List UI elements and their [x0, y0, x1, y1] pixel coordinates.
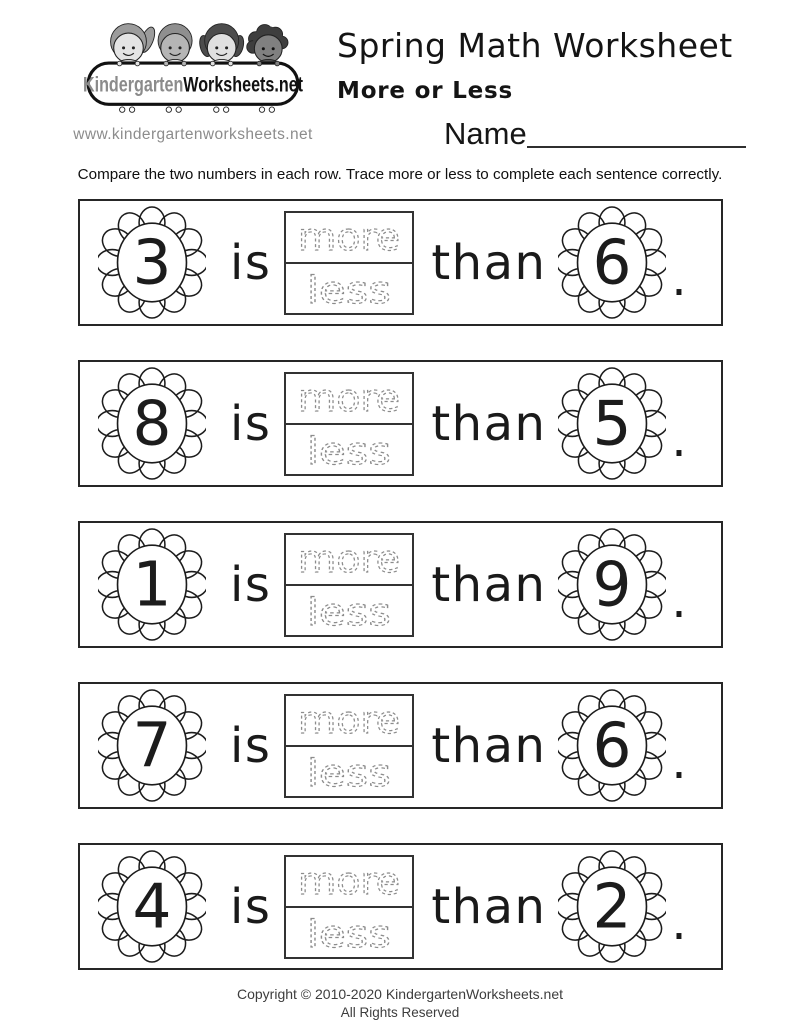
left-number: 7 — [132, 710, 172, 782]
site-logo — [68, 12, 318, 144]
right-number: 6 — [592, 710, 632, 782]
trace-less-option[interactable] — [286, 262, 412, 313]
svg-text:more: more — [298, 377, 401, 420]
sentence-period: . — [671, 733, 687, 790]
right-number: 2 — [592, 871, 632, 943]
than-word: than — [431, 717, 547, 774]
exercise-row — [78, 199, 723, 326]
trace-more-option[interactable] — [286, 374, 412, 423]
svg-text:less: less — [307, 591, 392, 633]
exercise-row — [78, 843, 723, 970]
copyright-text: Copyright © 2010-2020 KindergartenWorksheets.net — [236, 986, 564, 1002]
svg-text:less: less — [307, 269, 392, 311]
flower-icon — [98, 528, 206, 641]
exercise-row — [78, 521, 723, 648]
flower-icon — [98, 367, 206, 480]
trace-box — [284, 855, 414, 959]
exercise-row — [78, 360, 723, 487]
sentence-period: . — [671, 572, 687, 629]
right-number: 5 — [592, 388, 632, 460]
trace-less-option[interactable] — [286, 423, 412, 474]
trace-less-option[interactable] — [286, 584, 412, 635]
sentence-period: . — [671, 894, 687, 951]
svg-text:less: less — [307, 752, 392, 794]
svg-text:less: less — [307, 913, 392, 955]
is-word: is — [230, 878, 272, 935]
exercise-row — [78, 682, 723, 809]
left-number: 4 — [132, 871, 172, 943]
trace-more-option[interactable] — [286, 696, 412, 745]
flower-icon — [98, 850, 206, 963]
flower-icon — [98, 689, 206, 802]
name-blank-line[interactable] — [527, 145, 746, 148]
trace-box — [284, 533, 414, 637]
name-field[interactable] — [444, 118, 746, 149]
rights-text: All Rights Reserved — [340, 1005, 460, 1020]
flower-icon — [98, 206, 206, 319]
logo-wordmark: KindergartenWorksheets.net — [82, 73, 304, 98]
trace-box — [284, 694, 414, 798]
right-number: 6 — [592, 227, 632, 299]
svg-text:more: more — [298, 216, 401, 259]
is-word: is — [230, 556, 272, 613]
trace-less-option[interactable] — [286, 906, 412, 957]
is-word: is — [230, 717, 272, 774]
website-url: www.kindergartenworksheets.net — [73, 126, 313, 143]
than-word: than — [431, 878, 547, 935]
svg-text:less: less — [307, 430, 392, 472]
page-subtitle: More or Less — [337, 78, 514, 104]
exercise-rows — [78, 199, 723, 1004]
name-label: Name — [444, 116, 527, 151]
trace-more-option[interactable] — [286, 213, 412, 262]
is-word: is — [230, 395, 272, 452]
svg-text:more: more — [298, 860, 401, 903]
instructions-text: Compare the two numbers in each row. Trace more or less to complete each sentence correctly. — [77, 166, 723, 183]
page-title: Spring Math Worksheet — [337, 26, 733, 65]
sentence-period: . — [671, 411, 687, 468]
than-word: than — [431, 395, 547, 452]
than-word: than — [431, 234, 547, 291]
flower-icon — [558, 367, 666, 480]
trace-box — [284, 372, 414, 476]
footer — [0, 986, 800, 1020]
flower-icon — [558, 850, 666, 963]
trace-more-option[interactable] — [286, 857, 412, 906]
trace-more-option[interactable] — [286, 535, 412, 584]
trace-box — [284, 211, 414, 315]
left-number: 1 — [132, 549, 172, 621]
left-number: 8 — [132, 388, 172, 460]
flower-icon — [558, 206, 666, 319]
right-number: 9 — [592, 549, 632, 621]
than-word: than — [431, 556, 547, 613]
kids-logo-icon — [68, 12, 318, 124]
svg-text:more: more — [298, 538, 401, 581]
is-word: is — [230, 234, 272, 291]
flower-icon — [558, 528, 666, 641]
flower-icon — [558, 689, 666, 802]
sentence-period: . — [671, 250, 687, 307]
svg-text:more: more — [298, 699, 401, 742]
left-number: 3 — [132, 227, 172, 299]
trace-less-option[interactable] — [286, 745, 412, 796]
